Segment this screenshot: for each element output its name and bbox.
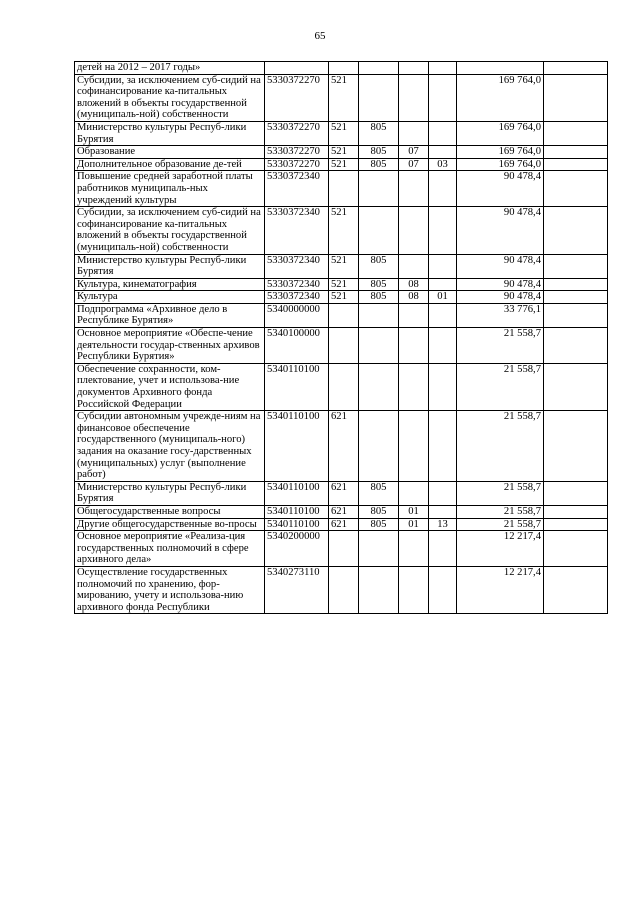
row-sum-cell: 21 558,7	[457, 363, 544, 410]
row-name-cell: Культура	[75, 291, 265, 304]
row-sum-cell	[457, 62, 544, 75]
row-pr-cell	[429, 254, 457, 278]
row-pr-cell	[429, 481, 457, 505]
row-sum-cell: 21 558,7	[457, 328, 544, 364]
row-rz-cell	[399, 363, 429, 410]
row-code-cell: 5340110100	[265, 505, 329, 518]
row-empty-cell	[544, 291, 608, 304]
row-vr-cell: 621	[329, 481, 359, 505]
row-pr-cell	[429, 505, 457, 518]
row-gr-cell: 805	[359, 291, 399, 304]
row-rz-cell	[399, 531, 429, 567]
row-sum-cell: 169 764,0	[457, 74, 544, 121]
row-vr-cell	[329, 62, 359, 75]
row-sum-cell: 33 776,1	[457, 303, 544, 327]
row-gr-cell	[359, 207, 399, 254]
row-gr-cell	[359, 363, 399, 410]
row-empty-cell	[544, 518, 608, 531]
row-name-cell: Осуществление государственных полномочий по хранению, фор-мированию, учету и использова-нию архивного фонда Республики	[75, 566, 265, 613]
row-empty-cell	[544, 74, 608, 121]
row-empty-cell	[544, 481, 608, 505]
table-row	[75, 566, 608, 613]
table-body	[75, 62, 608, 614]
row-vr-cell: 521	[329, 207, 359, 254]
row-gr-cell	[359, 74, 399, 121]
table-row	[75, 158, 608, 171]
table-row	[75, 328, 608, 364]
row-gr-cell: 805	[359, 505, 399, 518]
row-pr-cell	[429, 74, 457, 121]
row-rz-cell	[399, 566, 429, 613]
table-row	[75, 278, 608, 291]
row-rz-cell: 07	[399, 146, 429, 159]
row-pr-cell	[429, 328, 457, 364]
row-empty-cell	[544, 121, 608, 145]
row-empty-cell	[544, 254, 608, 278]
table-row	[75, 121, 608, 145]
table-row	[75, 411, 608, 482]
row-sum-cell: 90 478,4	[457, 291, 544, 304]
row-pr-cell	[429, 363, 457, 410]
row-empty-cell	[544, 303, 608, 327]
row-gr-cell: 805	[359, 481, 399, 505]
row-gr-cell	[359, 303, 399, 327]
row-gr-cell	[359, 171, 399, 207]
row-sum-cell: 21 558,7	[457, 518, 544, 531]
row-vr-cell: 521	[329, 121, 359, 145]
row-code-cell: 5330372340	[265, 207, 329, 254]
row-sum-cell: 12 217,4	[457, 531, 544, 567]
row-rz-cell	[399, 171, 429, 207]
table-row	[75, 518, 608, 531]
row-pr-cell	[429, 411, 457, 482]
row-vr-cell: 621	[329, 411, 359, 482]
table-row	[75, 146, 608, 159]
row-vr-cell: 521	[329, 278, 359, 291]
row-pr-cell	[429, 146, 457, 159]
row-pr-cell: 01	[429, 291, 457, 304]
row-pr-cell	[429, 121, 457, 145]
row-vr-cell: 521	[329, 254, 359, 278]
row-code-cell: 5340110100	[265, 363, 329, 410]
row-pr-cell	[429, 171, 457, 207]
row-vr-cell: 521	[329, 74, 359, 121]
row-empty-cell	[544, 146, 608, 159]
row-gr-cell: 805	[359, 146, 399, 159]
row-name-cell: Министерство культуры Респуб-лики Бурятия	[75, 254, 265, 278]
row-pr-cell	[429, 207, 457, 254]
row-rz-cell	[399, 207, 429, 254]
row-rz-cell	[399, 62, 429, 75]
row-rz-cell	[399, 254, 429, 278]
table-row	[75, 363, 608, 410]
row-name-cell: Субсидии автономным учрежде-ниям на финансовое обеспечение государственного (муниципаль-ного) задания на оказание госу-дарственных (муниципальных) услуг (выполнение работ)	[75, 411, 265, 482]
row-rz-cell	[399, 411, 429, 482]
row-empty-cell	[544, 171, 608, 207]
row-sum-cell: 169 764,0	[457, 158, 544, 171]
row-name-cell: Министерство культуры Респуб-лики Бурятия	[75, 481, 265, 505]
row-code-cell	[265, 62, 329, 75]
row-name-cell: Повышение средней заработной платы работников муниципаль-ных учреждений культуры	[75, 171, 265, 207]
row-name-cell: Основное мероприятие «Реализа-ция государственных полномочий в сфере архивного дела»	[75, 531, 265, 567]
table-row	[75, 291, 608, 304]
row-empty-cell	[544, 363, 608, 410]
table-row	[75, 171, 608, 207]
row-pr-cell: 03	[429, 158, 457, 171]
row-name-cell: Культура, кинематография	[75, 278, 265, 291]
row-gr-cell: 805	[359, 158, 399, 171]
row-vr-cell	[329, 303, 359, 327]
row-empty-cell	[544, 62, 608, 75]
table-row	[75, 303, 608, 327]
row-name-cell: детей на 2012 – 2017 годы»	[75, 62, 265, 75]
row-rz-cell: 07	[399, 158, 429, 171]
row-empty-cell	[544, 158, 608, 171]
row-code-cell: 5330372340	[265, 254, 329, 278]
row-name-cell: Обеспечение сохранности, ком-плектование, учет и использова-ние документов Архивного фонда Российской Федерации	[75, 363, 265, 410]
row-empty-cell	[544, 411, 608, 482]
row-gr-cell: 805	[359, 518, 399, 531]
table-row	[75, 207, 608, 254]
row-code-cell: 5340273110	[265, 566, 329, 613]
row-code-cell: 5330372270	[265, 146, 329, 159]
row-empty-cell	[544, 531, 608, 567]
row-sum-cell: 90 478,4	[457, 254, 544, 278]
row-code-cell: 5340110100	[265, 518, 329, 531]
row-pr-cell	[429, 566, 457, 613]
row-sum-cell: 12 217,4	[457, 566, 544, 613]
row-rz-cell: 01	[399, 505, 429, 518]
row-gr-cell: 805	[359, 254, 399, 278]
row-rz-cell: 08	[399, 291, 429, 304]
row-name-cell: Министерство культуры Респуб-лики Бурятия	[75, 121, 265, 145]
row-gr-cell: 805	[359, 278, 399, 291]
table-row	[75, 74, 608, 121]
row-gr-cell	[359, 328, 399, 364]
row-vr-cell: 521	[329, 146, 359, 159]
row-code-cell: 5340000000	[265, 303, 329, 327]
page-number: 65	[314, 30, 326, 42]
row-code-cell: 5330372270	[265, 74, 329, 121]
row-code-cell: 5330372270	[265, 158, 329, 171]
row-gr-cell	[359, 62, 399, 75]
row-code-cell: 5330372340	[265, 171, 329, 207]
row-pr-cell	[429, 278, 457, 291]
row-rz-cell: 08	[399, 278, 429, 291]
table-row	[75, 481, 608, 505]
row-name-cell: Субсидии, за исключением суб-сидий на софинансирование ка-питальных вложений в объекты государственной (муниципаль-ной) собственности	[75, 74, 265, 121]
row-vr-cell	[329, 171, 359, 207]
row-empty-cell	[544, 278, 608, 291]
row-sum-cell: 21 558,7	[457, 505, 544, 518]
table-row	[75, 254, 608, 278]
row-name-cell: Общегосударственные вопросы	[75, 505, 265, 518]
row-rz-cell	[399, 481, 429, 505]
row-pr-cell	[429, 531, 457, 567]
row-code-cell: 5340110100	[265, 411, 329, 482]
row-empty-cell	[544, 207, 608, 254]
row-sum-cell: 169 764,0	[457, 146, 544, 159]
row-empty-cell	[544, 328, 608, 364]
table-row	[75, 62, 608, 75]
row-sum-cell: 90 478,4	[457, 171, 544, 207]
table-row	[75, 531, 608, 567]
row-vr-cell	[329, 328, 359, 364]
row-code-cell: 5330372340	[265, 291, 329, 304]
row-name-cell: Основное мероприятие «Обеспе-чение деятельности государ-ственных архивов Республики Бурятия»	[75, 328, 265, 364]
row-name-cell: Дополнительное образование де-тей	[75, 158, 265, 171]
row-sum-cell: 21 558,7	[457, 481, 544, 505]
row-rz-cell	[399, 303, 429, 327]
row-rz-cell	[399, 121, 429, 145]
row-gr-cell	[359, 566, 399, 613]
budget-table	[74, 61, 608, 614]
row-vr-cell: 621	[329, 505, 359, 518]
row-name-cell: Субсидии, за исключением суб-сидий на софинансирование ка-питальных вложений в объекты государственной (муниципаль-ной) собственности	[75, 207, 265, 254]
row-rz-cell	[399, 328, 429, 364]
row-sum-cell: 169 764,0	[457, 121, 544, 145]
row-sum-cell: 21 558,7	[457, 411, 544, 482]
row-name-cell: Подпрограмма «Архивное дело в Республике Бурятия»	[75, 303, 265, 327]
row-pr-cell	[429, 303, 457, 327]
row-vr-cell	[329, 363, 359, 410]
row-empty-cell	[544, 505, 608, 518]
row-pr-cell: 13	[429, 518, 457, 531]
row-vr-cell: 621	[329, 518, 359, 531]
row-code-cell: 5330372340	[265, 278, 329, 291]
table-row	[75, 505, 608, 518]
row-gr-cell: 805	[359, 121, 399, 145]
row-gr-cell	[359, 411, 399, 482]
row-rz-cell: 01	[399, 518, 429, 531]
row-pr-cell	[429, 62, 457, 75]
row-empty-cell	[544, 566, 608, 613]
row-vr-cell	[329, 531, 359, 567]
row-vr-cell: 521	[329, 158, 359, 171]
row-name-cell: Образование	[75, 146, 265, 159]
row-vr-cell	[329, 566, 359, 613]
row-sum-cell: 90 478,4	[457, 278, 544, 291]
row-code-cell: 5330372270	[265, 121, 329, 145]
row-rz-cell	[399, 74, 429, 121]
row-sum-cell: 90 478,4	[457, 207, 544, 254]
row-vr-cell: 521	[329, 291, 359, 304]
row-gr-cell	[359, 531, 399, 567]
row-name-cell: Другие общегосударственные во-просы	[75, 518, 265, 531]
row-code-cell: 5340110100	[265, 481, 329, 505]
row-code-cell: 5340200000	[265, 531, 329, 567]
row-code-cell: 5340100000	[265, 328, 329, 364]
